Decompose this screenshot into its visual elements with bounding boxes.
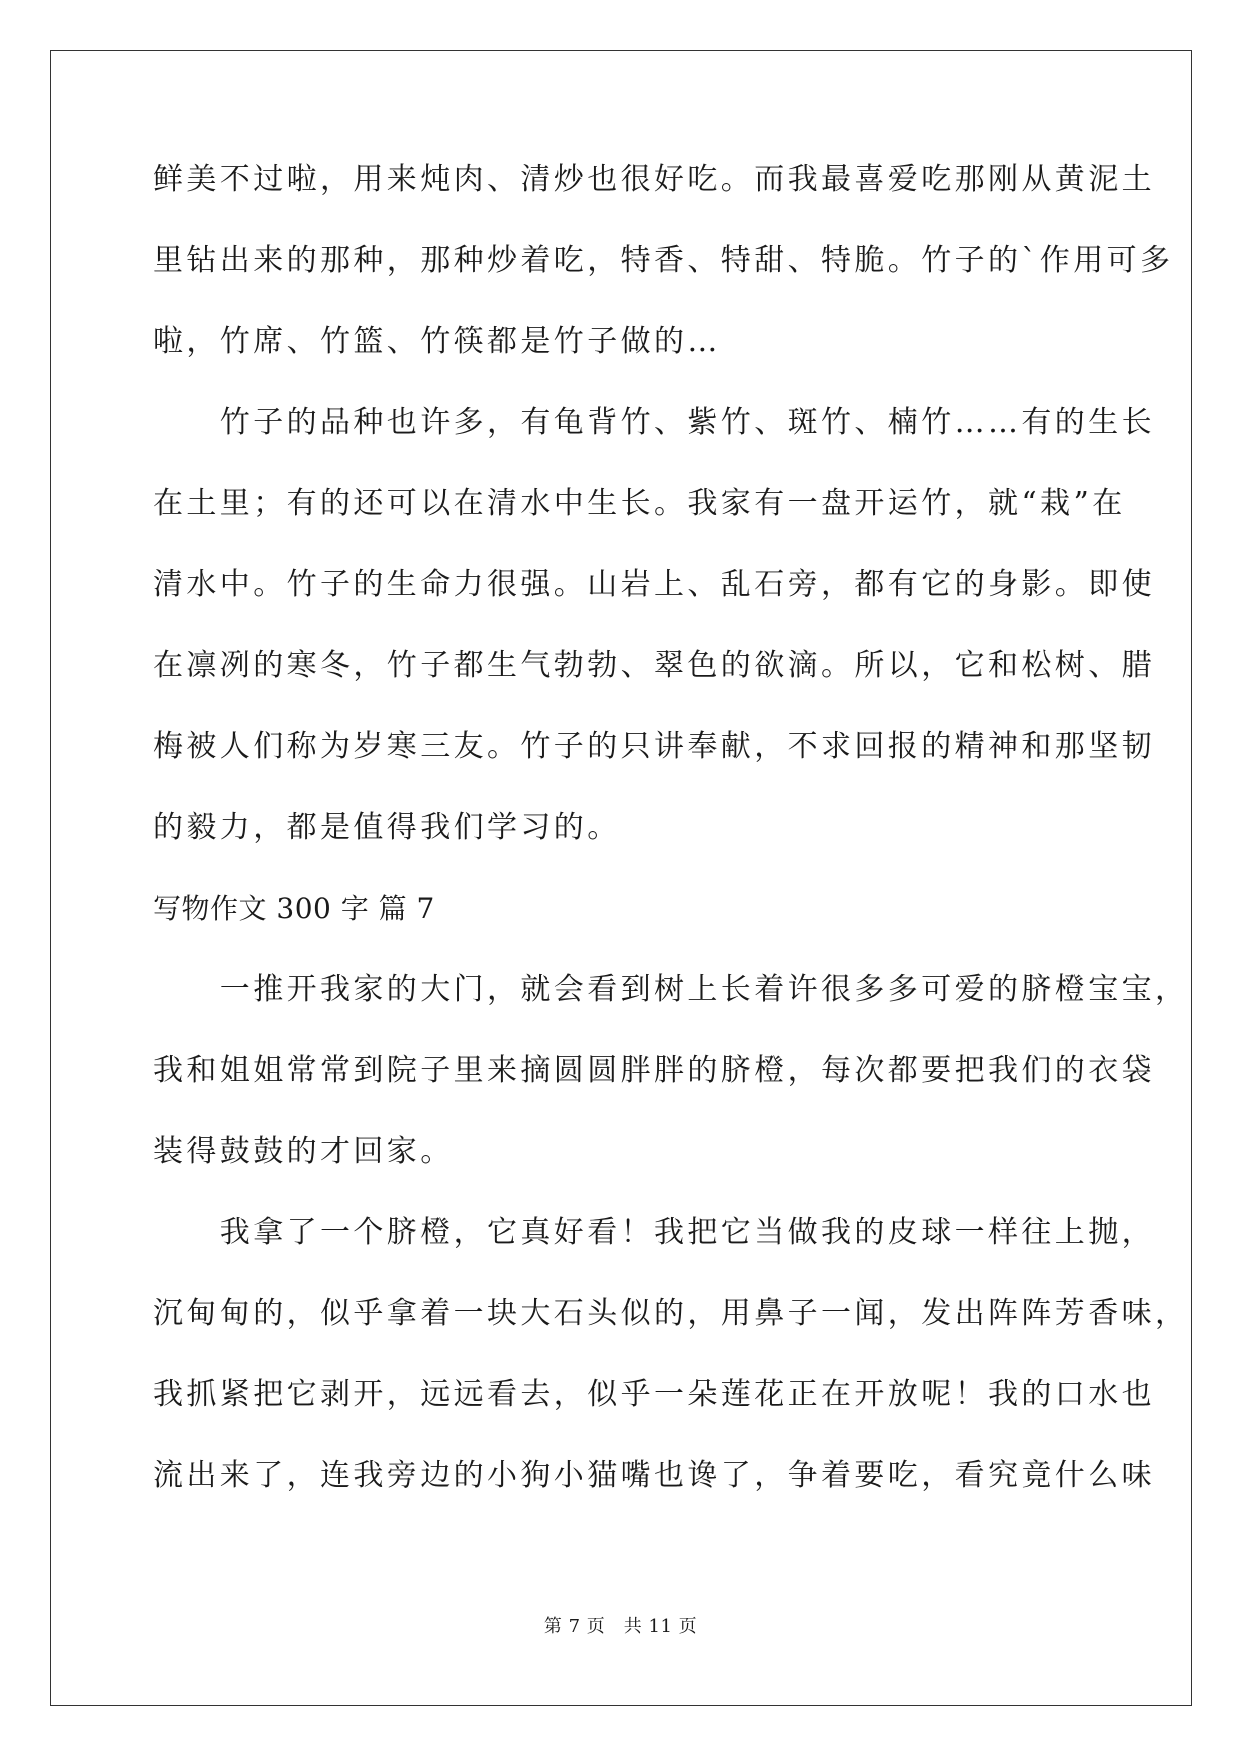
text-line: 流出来了，连我旁边的小狗小猫嘴也谗了，争着要吃，看究竟什么味 [153,1458,1155,1493]
text-line: 啦，竹席、竹篮、竹筷都是竹子做的… [153,324,721,359]
text-line: 一推开我家的大门，就会看到树上长着许很多多可爱的脐橙宝宝， [153,972,1189,1007]
text-line: 我拿了一个脐橙，它真好看！我把它当做我的皮球一样往上抛， [153,1215,1155,1250]
text-line: 装得鼓鼓的才回家。 [153,1134,454,1169]
text-line: 梅被人们称为岁寒三友。竹子的只讲奉献，不求回报的精神和那坚韧 [153,729,1155,764]
text-line: 在凛冽的寒冬，竹子都生气勃勃、翠色的欲滴。所以，它和松树、腊 [153,648,1155,683]
document-body [153,160,1189,1537]
text-line: 清水中。竹子的生命力很强。山岩上、乱石旁，都有它的身影。即使 [153,567,1155,602]
section-heading: 写物作文 300 字 篇 7 [153,892,435,925]
text-line: 我抓紧把它剥开，远远看去，似乎一朵莲花正在开放呢！我的口水也 [153,1377,1155,1412]
text-line: 鲜美不过啦，用来炖肉、清炒也很好吃。而我最喜爱吃那刚从黄泥土 [153,162,1155,197]
text-line: 我和姐姐常常到院子里来摘圆圆胖胖的脐橙，每次都要把我们的衣袋 [153,1053,1155,1088]
text-line: 在土里；有的还可以在清水中生长。我家有一盘开运竹，就“栽”在 [153,486,1126,521]
page-footer: 第 7 页 共 11 页 [543,1616,698,1637]
text-line: 的毅力，都是值得我们学习的。 [153,810,621,845]
text-line: 竹子的品种也许多，有龟背竹、紫竹、斑竹、楠竹……有的生长 [153,405,1155,440]
text-line: 里钻出来的那种，那种炒着吃，特香、特甜、特脆。竹子的`作用可多 [153,243,1174,278]
text-line: 沉甸甸的，似乎拿着一块大石头似的，用鼻子一闻，发出阵阵芳香味， [153,1296,1189,1331]
